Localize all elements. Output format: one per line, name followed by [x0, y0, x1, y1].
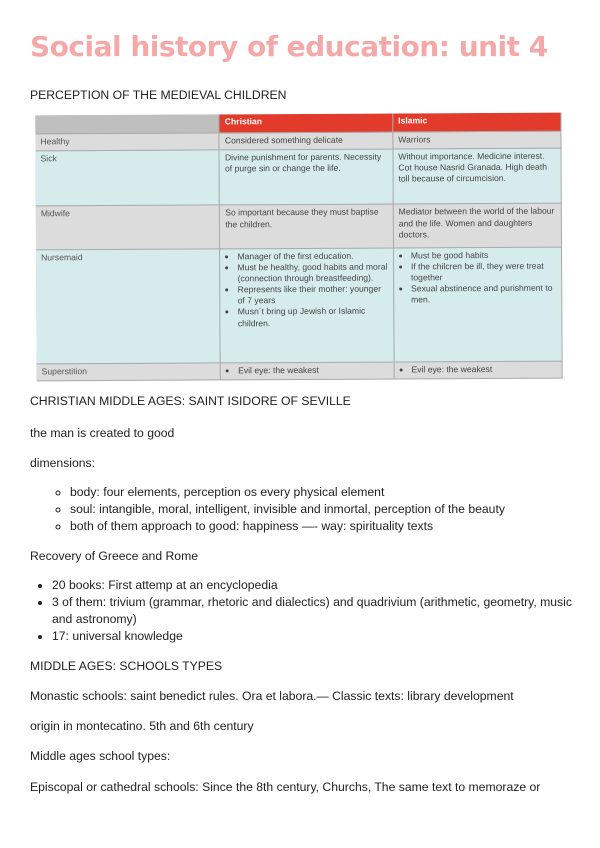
perception-table — [35, 113, 562, 382]
list-item: • 17: universal knowledge — [52, 628, 592, 645]
cell-christian — [221, 362, 394, 380]
paragraph: the man is created to good — [30, 426, 175, 440]
list-item: ◦ body: four elements, perception os every physical element — [70, 484, 505, 501]
cell-islamic: Warriors — [393, 132, 561, 149]
paragraph: dimensions: — [30, 456, 96, 470]
books-list — [30, 577, 592, 645]
list-item: • 20 books: First attemp at an encyclopedia — [52, 577, 592, 594]
list-item: • Must be healthy, good habits and moral (connection through breastfeeding). — [237, 261, 388, 284]
table-photo — [35, 113, 562, 382]
list-item: ◦ soul: intangible, moral, intelligent, invisible and inmortal, perception of the beauty — [70, 501, 505, 518]
cell-christian: So important because they must baptise the children. — [220, 204, 394, 248]
row-label: Sick — [35, 150, 219, 206]
paragraph: Monastic schools: saint benedict rules. Ora et labora.— Classic texts: library development — [30, 689, 514, 703]
list-item: • Musn´t bring up Jewish or Islamic children. — [238, 306, 389, 329]
list-item: • Evil eye: the weakest — [238, 365, 388, 377]
header-islamic: Islamic — [393, 113, 561, 133]
row-label: Midwife — [36, 205, 220, 249]
paragraph: Episcopal or cathedral schools: Since the 8th century, Churchs, The same text to memoraze or — [30, 780, 541, 794]
heading-isidore: CHRISTIAN MIDDLE AGES: SAINT ISIDORE OF SEVILLE — [30, 394, 351, 408]
cell-islamic — [394, 361, 562, 379]
page-title: Social history of education: unit 4 — [30, 30, 548, 63]
table-row — [36, 247, 562, 365]
paragraph: Recovery of Greece and Rome — [30, 549, 198, 563]
cell-christian: Divine punishment for parents. Necessity of purge sin or change the life. — [219, 149, 393, 205]
heading-schools: MIDDLE AGES: SCHOOLS TYPES — [30, 659, 223, 673]
list-item: • Must be good habits — [411, 249, 556, 261]
paragraph: origin in montecatino. 5th and 6th century — [30, 719, 254, 733]
row-label: Nursemaid — [36, 248, 221, 364]
table-row — [37, 361, 563, 380]
cell-islamic: Mediator between the world of the labour and the life. Women and daughters doctors. — [393, 204, 561, 248]
cell-islamic: Without importance. Medicine interest. Cot house Nasrid Granada. High death toll because of circumcision. — [393, 148, 561, 204]
list-item: ◦ both of them approach to good: happiness —- way: spirituality texts — [70, 518, 505, 535]
list-item: • Represents like their mother: younger of 7 years — [238, 284, 389, 307]
dimensions-list — [46, 484, 505, 535]
cell-christian — [220, 248, 394, 364]
list-item: • Manager of the first education. — [237, 250, 387, 262]
table-row — [35, 148, 561, 206]
paragraph: Middle ages school types: — [30, 749, 171, 763]
table-row — [36, 204, 562, 250]
row-label: Superstition — [37, 363, 221, 381]
list-item: • Evil eye: the weakest — [411, 364, 556, 376]
list-item: • If the chilcren be ill, they were treat together — [411, 260, 556, 283]
cell-christian: Considered something delicate — [219, 132, 392, 149]
row-label: Healthy — [35, 133, 219, 151]
heading-perception: PERCEPTION OF THE MEDIEVAL CHILDREN — [30, 88, 287, 102]
list-item: • Sexual abstinence and purishment to men. — [411, 283, 556, 306]
header-christian: Christian — [219, 114, 393, 134]
cell-islamic — [393, 247, 562, 363]
list-item: • 3 of them: trivium (grammar, rhetoric and dialectics) and quadrivium (arithmetic, geometry, music and astronomy) — [52, 594, 592, 628]
header-blank — [35, 114, 219, 134]
